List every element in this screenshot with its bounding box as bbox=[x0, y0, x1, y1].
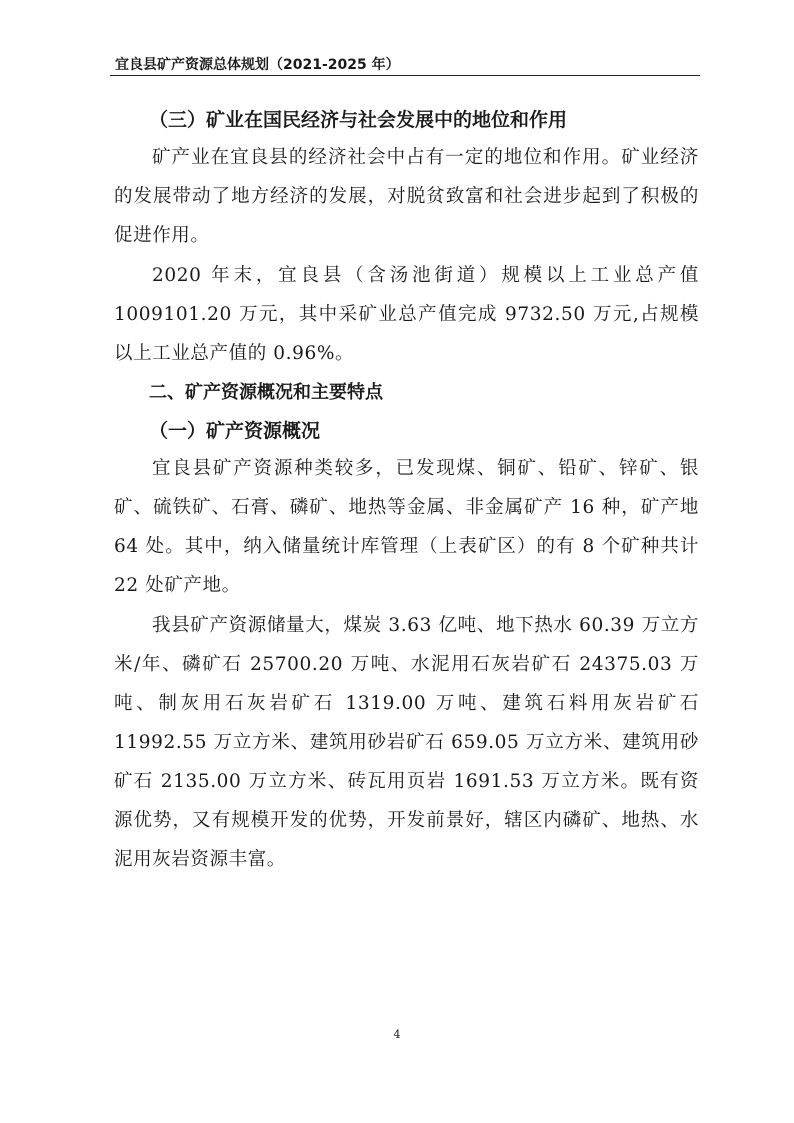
header-divider bbox=[110, 75, 700, 76]
running-header-title: 宜良县矿产资源总体规划（2021-2025 年） bbox=[115, 57, 400, 73]
paragraph-industrial-output: 2020 年末，宜良县（含汤池街道）规模以上工业总产值 1009101.20 万元，其中采矿业总产值完成 9732.50 万元,占规模以上工业总产值的 0.96%。 bbox=[114, 265, 699, 364]
page-number: 4 bbox=[393, 1028, 401, 1041]
paragraph-mining-role: 矿产业在宜良县的经济社会中占有一定的地位和作用。矿业经济的发展带动了地方经济的发展，对脱贫致富和社会进步起到了积极的促进作用。 bbox=[114, 147, 699, 246]
paragraph-resource-reserves: 我县矿产资源储量大，煤炭 3.63 亿吨、地下热水 60.39 万立方米/年、磷矿石 25700.20 万吨、水泥用石灰岩矿石 24375.03 万吨、制灰用石灰岩矿石 1319.00 万吨、建筑石料用灰岩矿石 11992.55 万立方米、建筑用砂岩矿石 659.05 万立方米、建筑用砂矿石 2135.00 万立方米、砖瓦用页岩 1691.53 万立方米。既有资源优势，又有规模开发的优势，开发前景好，辖区内磷矿、地热、水泥用灰岩资源丰富。 bbox=[114, 615, 699, 870]
document-body bbox=[114, 102, 699, 879]
chapter-heading-2: 二、矿产资源概况和主要特点 bbox=[149, 382, 383, 403]
section-heading-1: （一）矿产资源概况 bbox=[149, 420, 321, 442]
paragraph-resource-types: 宜良县矿产资源种类较多，已发现煤、铜矿、铅矿、锌矿、银矿、硫铁矿、石膏、磷矿、地热等金属、非金属矿产 16 种，矿产地 64 处。其中，纳入储量统计库管理（上表矿区）的有 8 个矿种共计 22 处矿产地。 bbox=[114, 458, 699, 596]
section-heading-3: （三）矿业在国民经济与社会发展中的地位和作用 bbox=[149, 109, 568, 131]
